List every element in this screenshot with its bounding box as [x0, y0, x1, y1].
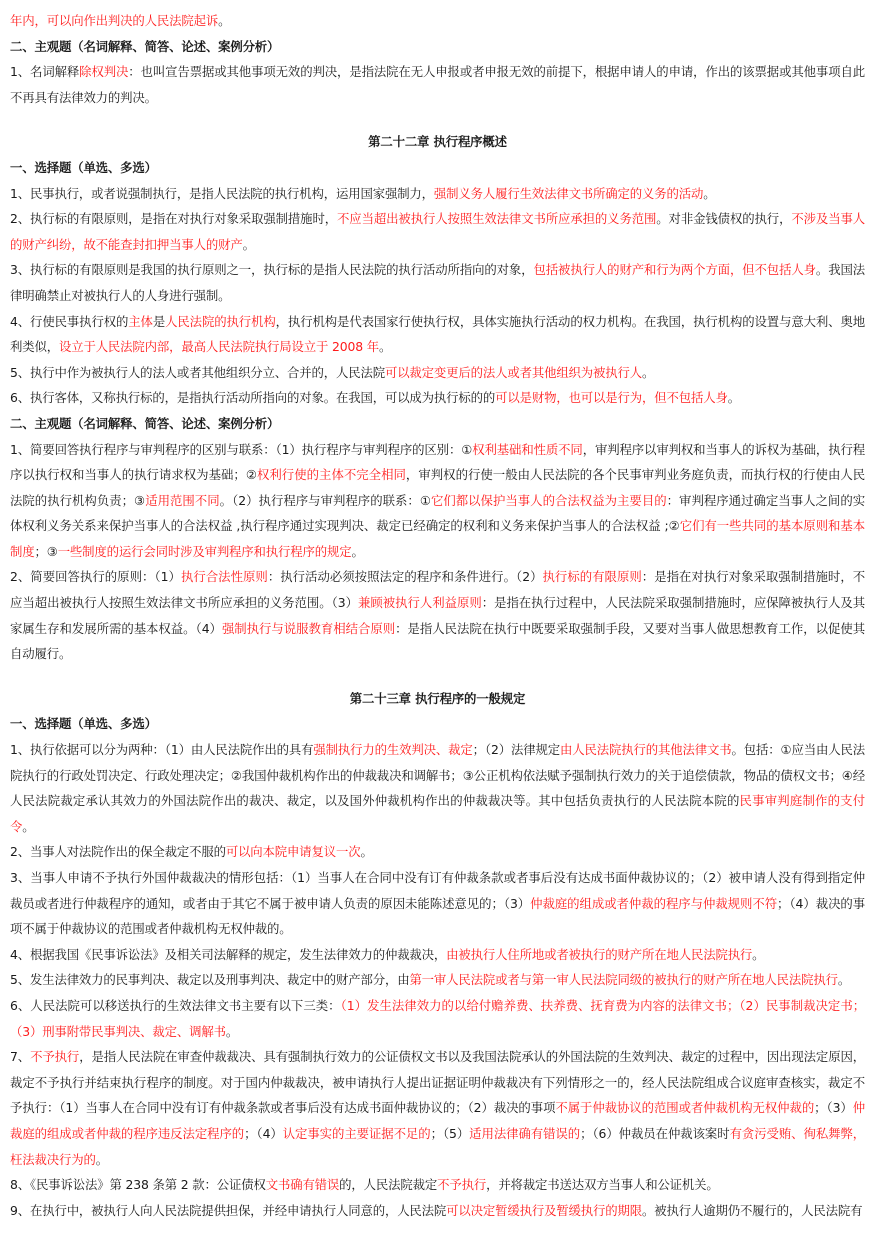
text-segment: 8、《民事诉讼法》第 238 条第 2 款：公证债权 — [10, 1177, 266, 1193]
highlighted-text: 仲裁庭的组成或者仲裁的程序违反法定程序的 — [10, 1100, 865, 1141]
paragraph — [10, 1198, 865, 1224]
text-segment: 。 — [225, 1023, 239, 1039]
text-segment: 6、执行客体，又称执行标的，是指执行活动所指向的对象。在我国，可以成为执行标的的 — [10, 390, 496, 406]
text-segment: 。 — [360, 844, 373, 860]
highlighted-text: 可以裁定变更后的法人或者其他组织为被执行人 — [384, 364, 643, 380]
paragraph — [10, 839, 865, 865]
text-segment: ；（5） — [430, 1125, 470, 1141]
paragraph — [10, 993, 865, 1044]
text-segment: ，是指人民法院在审查仲裁裁决、具有强制执行效力的公证债权文书以及我国法院承认的外国法院的生效判决、裁定的过程中，因出现法定原因，裁定不予执行并结束执行程序的制度。对于国内仲裁裁决，被申请执行人提出证据证明仲裁裁决有下列情形之一的，经人民法院组成合议庭审查核实，裁定不予执行：（1）当事人在合同中没有订有仲裁条款或者事后没有达成书面仲裁协议的；（2）裁决的事项 — [10, 1049, 865, 1116]
text-segment: 1、简要回答执行程序与审判程序的区别与联系：（1）执行程序与审判程序的区别：① — [10, 441, 473, 457]
highlighted-text: 设立于人民法院内部，最高人民法院执行局设立于 2008 年 — [58, 339, 380, 355]
highlighted-text: 除权判决 — [79, 64, 129, 80]
paragraph — [10, 942, 865, 968]
text-segment: 6、人民法院可以移送执行的生效法律文书主要有以下三类： — [10, 997, 341, 1013]
text-segment: 。 — [703, 185, 716, 201]
highlighted-text: 执行标的有限原则 — [542, 569, 642, 585]
highlighted-text: 它们都以保护当事人的合法权益为主要目的 — [430, 492, 667, 508]
text-segment: ，执行机构是代表国家行使执行权，具体实施执行活动的权力机构。在我国，执行机构的设置与意大利、奥地利类似， — [10, 313, 865, 355]
highlighted-text: 有贪污受贿、徇私舞弊，枉法裁决行为的 — [10, 1125, 866, 1167]
highlighted-text: 主体 — [128, 313, 153, 329]
text-segment: 是 — [152, 313, 166, 329]
text-segment: 。被执行人逾期仍不履行的，人民法院有 — [642, 1202, 863, 1218]
text-segment: 。 — [752, 946, 765, 962]
chapter-title — [10, 686, 865, 712]
text-segment: 。 — [218, 13, 231, 28]
section-heading — [10, 711, 865, 737]
highlighted-text: 不予执行 — [30, 1049, 80, 1065]
text-segment: ；（4）裁决的事项不属于仲裁协议的范围或者仲裁机构无权仲裁的。 — [10, 895, 865, 937]
paragraph — [10, 967, 865, 993]
text-segment: 2、简要回答执行的原则：（1） — [10, 569, 181, 585]
text-segment: ；（2）法律规定 — [472, 742, 560, 758]
text-segment: ：是指在执行过程中，人民法院采取强制措施时，应保障被执行人及其家属生存和发展所需的基本权益。（4） — [10, 595, 866, 636]
text-segment: 的，人民法院裁定 — [339, 1177, 438, 1193]
paragraph — [10, 385, 865, 411]
text-segment: 。 — [242, 236, 255, 252]
paragraph — [10, 181, 865, 207]
text-segment: 。 — [95, 1151, 108, 1167]
text-segment: ，审判程序以审判权和当事人的诉权为基础，执行程序以执行权和当事人的执行请求权为基础；② — [10, 441, 865, 483]
highlighted-text: 年内，可以向作出判决的人民法院起诉 — [10, 13, 219, 28]
highlighted-text: 仲裁庭的组成或者仲裁的程序与仲裁规则不符 — [530, 895, 778, 911]
text-segment: ；③ — [34, 543, 58, 559]
paragraph — [10, 206, 865, 257]
paragraph — [10, 564, 865, 666]
highlighted-text: 可以向本院申请复议一次 — [225, 844, 361, 860]
text-segment: 。（2）执行程序与审判程序的联系：① — [219, 492, 431, 508]
highlighted-text: 强制执行力的生效判决、裁定 — [313, 742, 473, 758]
text-segment: 。 — [22, 818, 35, 834]
highlighted-text: 执行合法性原则 — [180, 569, 268, 585]
text-segment: 。 — [642, 364, 655, 380]
text-segment: ：执行活动必须按照法定的程序和条件进行。（2） — [267, 569, 543, 585]
text-segment: 。 — [837, 972, 851, 988]
section-heading — [10, 34, 865, 60]
text-segment: ：审判程序通过确定当事人之间的实体权利义务关系来保护当事人的合法权益 ,执行程序通过实现判决、裁定已经确定的权利和义务来保护当事人的合法权益 ;② — [10, 492, 865, 534]
highlighted-text: 文书确有错误 — [265, 1177, 340, 1193]
highlighted-text: 一些制度的运行会同时涉及审判程序和执行程序的规定 — [57, 543, 352, 559]
highlighted-text: 可以决定暂缓执行及暂缓执行的期限 — [446, 1202, 643, 1218]
paragraph — [10, 257, 865, 308]
text-segment: 1、名词解释 — [10, 64, 80, 80]
text-segment: 2、执行标的有限原则，是指在对执行对象采取强制措施时， — [10, 211, 338, 227]
text-segment: 。对非金钱债权的执行， — [656, 211, 792, 227]
text-segment: 一、选择题（单选、多选） — [10, 716, 157, 732]
highlighted-text: 包括被执行人的财产和行为两个方面，但不包括人身 — [533, 262, 816, 278]
text-segment: ：也叫宣告票据或其他事项无效的判决，是指法院在无人申报或者申报无效的前提下，根据申请人的申请，作出的该票据或其他事项自此不再具有法律效力的判决。 — [10, 64, 866, 105]
paragraph — [10, 1044, 865, 1172]
chapter-title — [10, 129, 865, 155]
highlighted-text: 由被执行人住所地或者被执行的财产所在地人民法院执行 — [446, 946, 753, 962]
paragraph — [10, 59, 865, 110]
text-segment: 。我国法律明确禁止对被执行人的人身进行强制。 — [10, 262, 865, 303]
text-segment: 第二十二章 执行程序概述 — [368, 134, 507, 150]
highlighted-text: 不应当超出被执行人按照生效法律文书所应承担的义务范围 — [337, 211, 657, 227]
highlighted-text: 适用法律确有错误的 — [469, 1125, 581, 1141]
text-segment: ：是指在对执行对象采取强制措施时，不应当超出被执行人按照生效法律文书所应承担的义务范围。（3） — [10, 569, 865, 611]
text-segment: 5、发生法律效力的民事判决、裁定以及刑事判决、裁定中的财产部分，由 — [10, 972, 410, 988]
highlighted-text: 认定事实的主要证据不足的 — [282, 1125, 431, 1141]
text-segment: 。 — [379, 339, 392, 355]
section-heading — [10, 411, 865, 437]
highlighted-text: 强制义务人履行生效法律文书所确定的义务的活动 — [433, 185, 704, 201]
highlighted-text: 强制执行与说服教育相结合原则 — [221, 620, 396, 636]
text-segment: 二、主观题（名词解释、简答、论述、案例分析） — [10, 415, 280, 431]
text-segment: 5、执行中作为被执行人的法人或者其他组织分立、合并的，人民法院 — [10, 364, 385, 380]
highlighted-text: 人民法院的执行机构 — [165, 313, 276, 329]
text-segment: 3、执行标的有限原则是我国的执行原则之一，执行标的是指人民法院的执行活动所指向的对象， — [10, 262, 534, 278]
text-segment: 9、在执行中，被执行人向人民法院提供担保，并经申请执行人同意的，人民法院 — [10, 1202, 447, 1218]
text-segment: ；（4） — [244, 1125, 283, 1141]
highlighted-text: 由人民法院执行的其他法律文书 — [559, 742, 732, 758]
highlighted-text: 适用范围不同 — [145, 492, 220, 508]
text-segment: 1、执行依据可以分为两种：（1）由人民法院作出的具有 — [10, 742, 314, 758]
section-spacer — [10, 110, 865, 129]
text-segment: ，并将裁定书送达双方当事人和公证机关。 — [486, 1177, 719, 1193]
text-segment: 二、主观题（名词解释、简答、论述、案例分析） — [10, 38, 280, 54]
text-segment: 4、行使民事执行权的 — [10, 313, 129, 329]
highlighted-text: 它们有一些共同的基本原则和基本制度 — [10, 518, 865, 559]
text-segment: 。 — [351, 543, 364, 559]
text-segment: 第二十三章 执行程序的一般规定 — [349, 690, 526, 706]
document-page — [10, 8, 865, 1223]
text-segment: ，审判权的行使一般由人民法院的各个民事审判业务庭负责，而执行权的行使由人民法院的执行机构负责；③ — [10, 467, 866, 508]
text-segment: ；（6）仲裁员在仲裁该案时 — [580, 1125, 730, 1141]
text-segment: 1、民事执行，或者说强制执行，是指人民法院的执行机构，运用国家强制力， — [10, 185, 434, 201]
section-spacer — [10, 667, 865, 686]
paragraph — [10, 437, 865, 565]
highlighted-text: （1）发生法律效力的以给付赡养费、扶养费、抚育费为内容的法律文书；（2）民事制裁决定书；（3）刑事附带民事判决、裁定、调解书 — [10, 997, 865, 1039]
text-segment: 一、选择题（单选、多选） — [10, 159, 157, 175]
text-segment: ；（3） — [814, 1100, 853, 1116]
text-segment: 7、 — [10, 1049, 31, 1065]
highlighted-text: 第一审人民法院或者与第一审人民法院同级的被执行的财产所在地人民法院执行 — [409, 972, 838, 988]
paragraph — [10, 360, 865, 386]
highlighted-text: 民事审判庭制作的支付令 — [10, 793, 865, 834]
paragraph — [10, 1172, 865, 1198]
text-segment: 4、根据我国《民事诉讼法》及相关司法解释的规定，发生法律效力的仲裁裁决， — [10, 946, 447, 962]
highlighted-text: 不涉及当事人的财产纠纷，故不能查封扣押当事人的财产 — [10, 211, 865, 252]
paragraph — [10, 309, 865, 360]
section-heading — [10, 155, 865, 181]
paragraph — [10, 865, 865, 942]
text-segment: ：是指人民法院在执行中既要采取强制手段，又要对当事人做思想教育工作，以促使其自动履行。 — [10, 620, 865, 662]
paragraph — [10, 8, 865, 34]
highlighted-text: 权利基础和性质不同 — [472, 441, 583, 457]
paragraph — [10, 737, 865, 839]
highlighted-text: 权利行使的主体不完全相同 — [256, 467, 406, 483]
text-segment: 3、当事人申请不予执行外国仲裁裁决的情形包括：（1）当事人在合同中没有订有仲裁条款或者事后没有达成书面仲裁协议的；（2）被申请人没有得到指定仲裁员或者进行仲裁程序的通知，或者由于其它不属于被申请人负责的原因未能陈述意见的；（3） — [10, 870, 865, 911]
text-segment: 。 — [727, 390, 740, 406]
text-segment: 2、当事人对法院作出的保全裁定不服的 — [10, 844, 226, 860]
highlighted-text: 不予执行 — [437, 1177, 487, 1193]
highlighted-text: 兼顾被执行人利益原则 — [358, 595, 482, 611]
text-segment: 。包括：①应当由人民法院执行的行政处罚决定、行政处理决定；②我国仲裁机构作出的仲裁裁决和调解书；③公正机构依法赋予强制执行效力的关于追偿债款，物品的债权文书；④经人民法院裁定承认其效力的外国法院作出的裁决、裁定，以及国外仲裁机构作出的仲裁裁决等。其中包括负责执行的人民法院本院的 — [10, 742, 866, 809]
highlighted-text: 可以是财物，也可以是行为，但不包括人身 — [495, 390, 728, 406]
highlighted-text: 不属于仲裁协议的范围或者仲裁机构无权仲裁的 — [555, 1100, 815, 1116]
